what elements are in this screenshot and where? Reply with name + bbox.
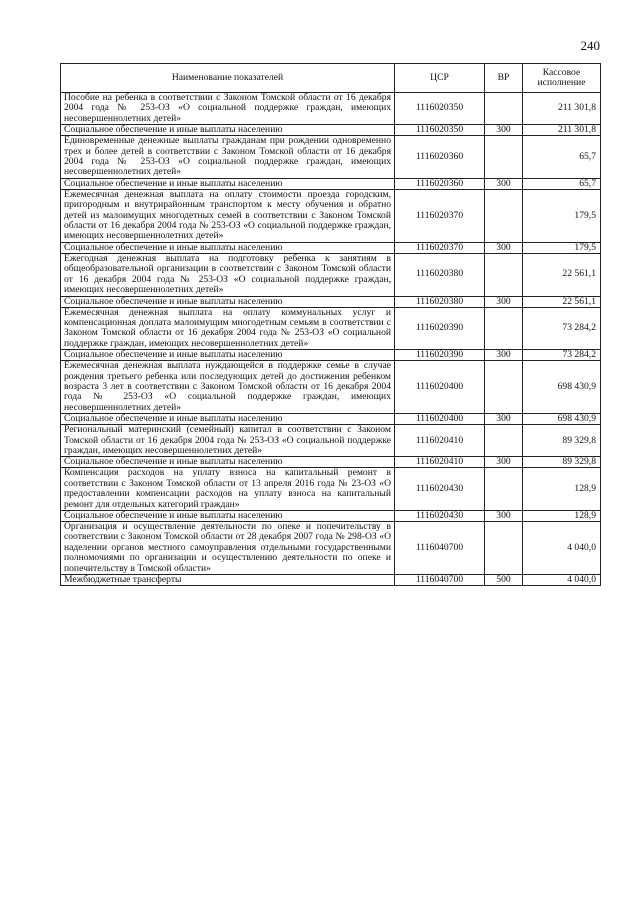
row-name: Социальное обеспечение и иные выплаты населению [61,350,395,361]
row-vr: 300 [485,178,523,189]
row-vr: 500 [485,575,523,586]
row-csr: 1116020430 [395,511,485,522]
row-csr: 1116020400 [395,361,485,414]
row-csr: 1116020360 [395,136,485,179]
budget-execution-table [60,63,601,586]
row-csr: 1116040700 [395,522,485,575]
row-csr: 1116020390 [395,350,485,361]
table-row [61,136,601,179]
table-row [61,350,601,361]
table-row [61,414,601,425]
row-amount: 211 301,8 [523,93,601,125]
row-amount: 65,7 [523,178,601,189]
row-vr [485,425,523,457]
table-row [61,242,601,253]
table-row [61,189,601,242]
row-name: Межбюджетные трансферты [61,575,395,586]
row-csr: 1116020370 [395,189,485,242]
header-amount: Кассовое исполнение [523,64,601,93]
row-amount: 65,7 [523,136,601,179]
table-header-row [61,64,601,93]
row-csr: 1116020350 [395,125,485,136]
row-amount: 698 430,9 [523,361,601,414]
row-vr [485,93,523,125]
row-amount: 211 301,8 [523,125,601,136]
row-vr: 300 [485,457,523,468]
row-name: Пособие на ребенка в соответствии с Законом Томской области от 16 декабря 2004 года № 253-ОЗ «О социальной поддержке граждан, имеющих несовершеннолетних детей» [61,93,395,125]
row-csr: 1116020370 [395,242,485,253]
row-name: Компенсация расходов на уплату взноса на капитальный ремонт в соответствии с Законом Томской области от 13 апреля 2016 года № 23-ОЗ «О предоставлении компенсации расходов на уплату взноса на капитальный ремонт для отдельных категорий граждан» [61,468,395,511]
row-name: Ежемесячная денежная выплата нуждающейся в поддержке семье в случае рождения третьего ребенка или последующих детей до достижения ребенком возраста 3 лет в соответствии с Законом Томской области от 16 декабря 2004 года № 253-ОЗ «О социальной поддержке граждан, имеющих несовершеннолетних детей» [61,361,395,414]
row-csr: 1116020410 [395,457,485,468]
row-name: Единовременные денежные выплаты гражданам при рождении одновременно трех и более детей в соответствии с Законом Томской области от 16 декабря 2004 года № 253-ОЗ «О социальной поддержке граждан, имеющих несовершеннолетних детей» [61,136,395,179]
row-csr: 1116020390 [395,307,485,350]
row-name: Организация и осуществление деятельности по опеке и попечительству в соответствии с Законом Томской области от 28 декабря 2007 года № 298-ОЗ «О наделении органов местного самоуправления отдельными государственными полномочиями по организации и осуществлению деятельности по опеке и попечительству в Томской области» [61,522,395,575]
table-row [61,425,601,457]
header-vr: ВР [485,64,523,93]
row-vr [485,307,523,350]
header-csr: ЦСР [395,64,485,93]
row-name: Социальное обеспечение и иные выплаты населению [61,296,395,307]
row-csr: 1116020400 [395,414,485,425]
row-amount: 128,9 [523,468,601,511]
row-vr: 300 [485,511,523,522]
row-amount: 698 430,9 [523,414,601,425]
row-name: Социальное обеспечение и иные выплаты населению [61,414,395,425]
row-vr [485,468,523,511]
row-csr: 1116040700 [395,575,485,586]
row-name: Социальное обеспечение и иные выплаты населению [61,457,395,468]
row-vr [485,136,523,179]
table-row [61,296,601,307]
row-amount: 73 284,2 [523,350,601,361]
row-name: Ежемесячная денежная выплата на оплату стоимости проезда городским, пригородным и внутрирайонным транспортом к месту обучения и обратно детей из малоимущих многодетных семей в соответствии с Законом Томской области от 16 декабря 2004 года № 253-ОЗ «О социальной поддержке граждан, имеющих несовершеннолетних детей» [61,189,395,242]
table-row [61,125,601,136]
row-vr [485,522,523,575]
row-csr: 1116020360 [395,178,485,189]
row-name: Социальное обеспечение и иные выплаты населению [61,511,395,522]
row-vr: 300 [485,350,523,361]
row-amount: 128,9 [523,511,601,522]
table-row [61,253,601,296]
table-row [61,575,601,586]
row-csr: 1116020410 [395,425,485,457]
row-name: Ежегодная денежная выплата на подготовку ребенка к занятиям в общеобразовательной организации в соответствии с Законом Томской области от 16 декабря 2004 года № 253-ОЗ «О социальной поддержке граждан, имеющих несовершеннолетних детей» [61,253,395,296]
table-body [61,93,601,586]
row-vr: 300 [485,242,523,253]
row-amount: 22 561,1 [523,296,601,307]
row-vr [485,361,523,414]
row-vr: 300 [485,125,523,136]
row-csr: 1116020430 [395,468,485,511]
table-row [61,468,601,511]
row-name: Социальное обеспечение и иные выплаты населению [61,125,395,136]
table-row [61,93,601,125]
row-amount: 73 284,2 [523,307,601,350]
row-amount: 89 329,8 [523,425,601,457]
page-number: 240 [580,38,600,53]
table-row [61,178,601,189]
table-row [61,522,601,575]
table-row [61,457,601,468]
row-name: Ежемесячная денежная выплата на оплату коммунальных услуг и компенсационная доплата малоимущим многодетным семьям в соответствии с Законом Томской области от 16 декабря 2004 года № 253-ОЗ «О социальной поддержке граждан, имеющих несовершеннолетних детей» [61,307,395,350]
row-amount: 22 561,1 [523,253,601,296]
row-vr [485,189,523,242]
row-amount: 179,5 [523,242,601,253]
header-name: Наименование показателей [61,64,395,93]
table-row [61,307,601,350]
row-csr: 1116020350 [395,93,485,125]
row-amount: 89 329,8 [523,457,601,468]
row-csr: 1116020380 [395,296,485,307]
row-vr: 300 [485,296,523,307]
row-name: Социальное обеспечение и иные выплаты населению [61,242,395,253]
table-row [61,511,601,522]
row-vr [485,253,523,296]
row-vr: 300 [485,414,523,425]
row-amount: 4 040,0 [523,575,601,586]
row-name: Социальное обеспечение и иные выплаты населению [61,178,395,189]
row-csr: 1116020380 [395,253,485,296]
row-amount: 4 040,0 [523,522,601,575]
table-row [61,361,601,414]
row-amount: 179,5 [523,189,601,242]
row-name: Региональный материнский (семейный) капитал в соответствии с Законом Томской области от 16 декабря 2004 года № 253-ОЗ «О социальной поддержке граждан, имеющих несовершеннолетних детей» [61,425,395,457]
